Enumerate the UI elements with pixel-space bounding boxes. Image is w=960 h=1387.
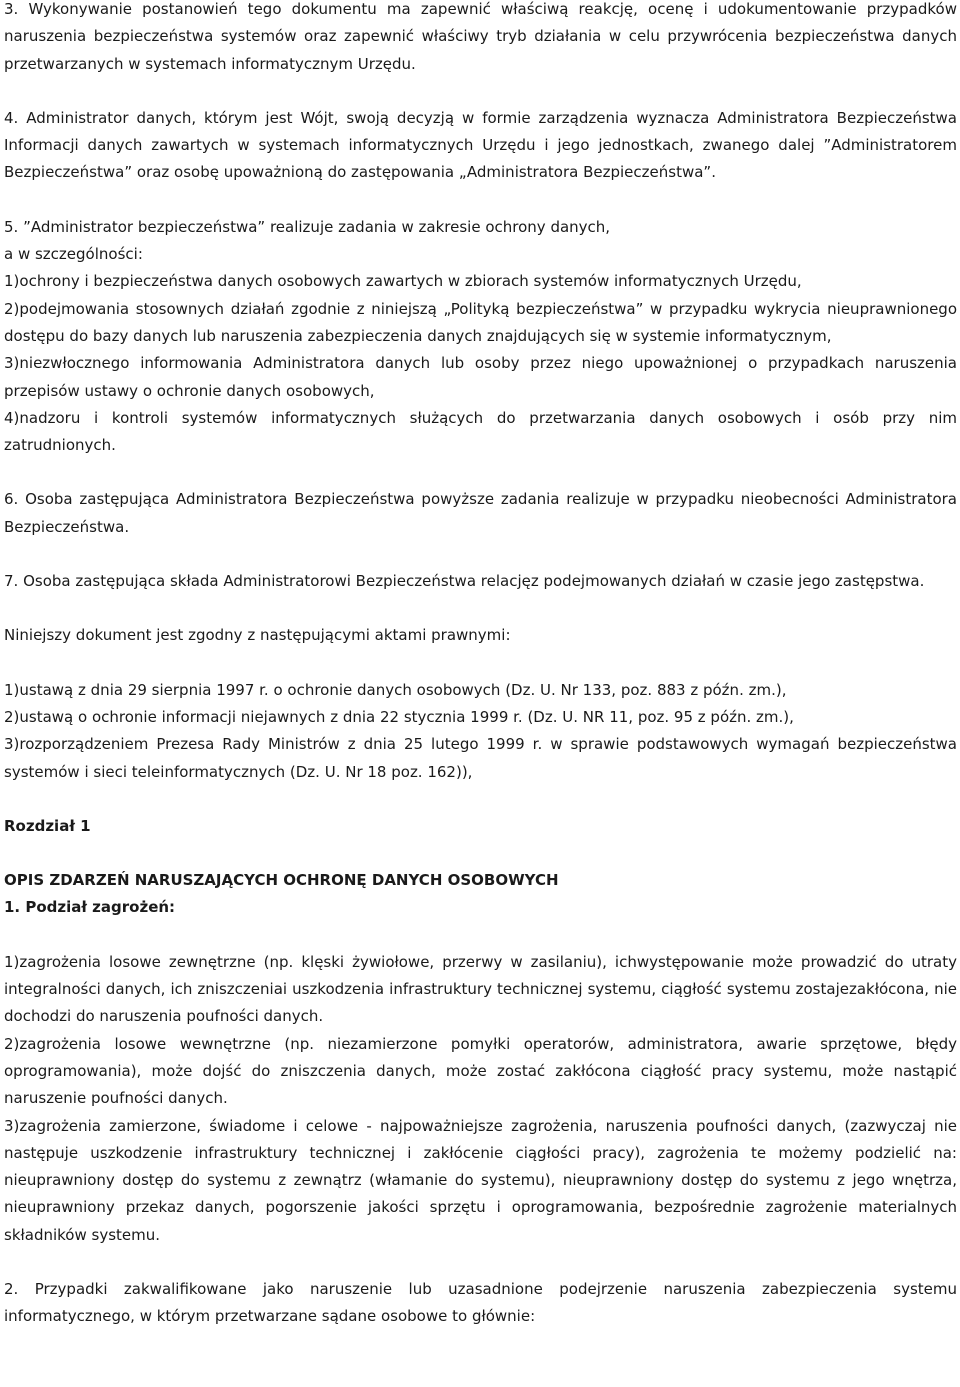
acts-intro: Niniejszy dokument jest zgodny z następującymi aktami prawnymi:	[4, 626, 511, 645]
section-title: 1. Podział zagrożeń:	[4, 898, 176, 917]
spacer	[4, 459, 957, 486]
spacer	[4, 541, 957, 568]
spacer	[4, 595, 957, 622]
spacer	[4, 1249, 957, 1276]
list-item: 3)rozporządzeniem Prezesa Rady Ministrów z dnia 25 lutego 1999 r. w sprawie podstawowych wymagań bezpieczeństwa systemów i sieci teleinformatycznych (Dz. U. Nr 18 poz. 162)),	[4, 735, 957, 781]
paragraph-4: 4. Administrator danych, którym jest Wójt, swoją decyzją w formie zarządzenia wyznacza Administratora Bezpieczeństwa Informacji danych zawartych w systemach informatycznych Urzędu i jego jednostkach, zwanego dalej ”Administratorem Bezpieczeństwa” oraz osobę upoważnioną do zastępowania „Administratora Bezpieczeństwa”.	[4, 108, 957, 182]
list-item: 3)zagrożenia zamierzone, świadome i celowe - najpoważniejsze zagrożenia, naruszenia poufności danych, (zazwyczaj nie następuje uszkodzenie infrastruktury technicznej i zakłócenie ciągłości pracy), zagrożenia te możemy podzielić na: nieuprawniony dostęp do systemu z zewnątrz (włamanie do systemu), nieuprawniony dostęp do systemu z jego wnętrza, nieuprawniony przekaz danych, pogorszenie jakości sprzętu i oprogramowania, bezpośrednie zagrożenie materialnych składników systemu.	[4, 1116, 957, 1244]
list-item: 2)podejmowania stosownych działań zgodnie z niniejszą „Polityką bezpieczeństwa” w przypadku wykrycia nieuprawnionego dostępu do bazy danych lub naruszenia zabezpieczenia danych znajdujących się w systemie informatycznym,	[4, 299, 957, 345]
paragraph-6: 6. Osoba zastępująca Administratora Bezpieczeństwa powyższe zadania realizuje w przypadku nieobecności Administratora Bezpieczeństwa.	[4, 490, 957, 536]
chapter-heading: Rozdział 1	[4, 816, 91, 835]
spacer	[4, 840, 957, 867]
spacer	[4, 922, 957, 949]
list-item: 1)zagrożenia losowe zewnętrzne (np. klęski żywiołowe, przerwy w zasilaniu), ichwystępowanie może prowadzić do utraty integralności danych, ich zniszczeniai uszkodzenia infrastruktury technicznej systemu, ciągłość systemu zostajezakłócona, nie dochodzi do naruszenia poufności danych.	[4, 952, 957, 1026]
paragraph-cases: 2. Przypadki zakwalifikowane jako naruszenie lub uzasadnione podejrzenie naruszenia zabezpieczenia systemu informatycznego, w którym przetwarzane sądane osobowe to głównie:	[4, 1279, 957, 1326]
list-item: 2)zagrożenia losowe wewnętrzne (np. niezamierzone pomyłki operatorów, administratora, awarie sprzętowe, błędy oprogramowania), może dojść do zniszczenia danych, może zostać zakłócona ciągłość pracy systemu, może nastąpić naruszenie poufności danych.	[4, 1034, 957, 1108]
paragraph-5-intro: 5. ”Administrator bezpieczeństwa” realizuje zadania w zakresie ochrony danych,	[4, 217, 611, 236]
paragraph-7: 7. Osoba zastępująca składa Administratorowi Bezpieczeństwa relacjęz podejmowanych działań w czasie jego zastępstwa.	[4, 572, 925, 591]
spacer	[4, 78, 957, 105]
spacer	[4, 786, 957, 813]
chapter-title: OPIS ZDARZEŃ NARUSZAJĄCYCH OCHRONĘ DANYCH OSOBOWYCH	[4, 871, 559, 890]
paragraph-5-sub: a w szczególności:	[4, 245, 143, 264]
spacer	[4, 650, 957, 677]
spacer	[4, 187, 957, 214]
paragraph-3: 3. Wykonywanie postanowień tego dokumentu ma zapewnić właściwą reakcję, ocenę i udokumentowanie przypadków naruszenia bezpieczeństwa systemów oraz zapewnić właściwy tryb działania w celu przywrócenia bezpieczeństwa danych przetwarzanych w systemach informatycznym Urzędu.	[4, 0, 957, 73]
list-item: 2)ustawą o ochronie informacji niejawnych z dnia 22 stycznia 1999 r. (Dz. U. NR 11, poz. 95 z późn. zm.),	[4, 707, 794, 726]
list-item: 1)ochrony i bezpieczeństwa danych osobowych zawartych w zbiorach systemów informatycznych Urzędu,	[4, 272, 802, 291]
list-item: 3)niezwłocznego informowania Administratora danych lub osoby przez niego upoważnionej o przypadkach naruszenia przepisów ustawy o ochronie danych osobowych,	[4, 354, 957, 400]
list-item: 1)ustawą z dnia 29 sierpnia 1997 r. o ochronie danych osobowych (Dz. U. Nr 133, poz. 883 z późn. zm.),	[4, 680, 787, 699]
list-item: 4)nadzoru i kontroli systemów informatycznych służących do przetwarzania danych osobowych i osób przy nim zatrudnionych.	[4, 408, 957, 455]
